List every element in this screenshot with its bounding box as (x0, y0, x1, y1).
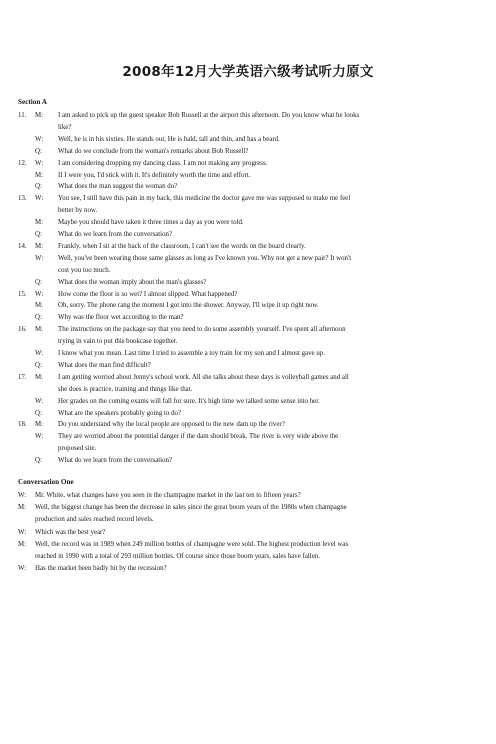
line-text: better by now. (58, 207, 98, 215)
speaker-label: W: (35, 433, 44, 441)
line-text: Why was the floor wet according to the man? (58, 314, 184, 322)
line-text: she does is practice, training and things like that. (58, 385, 193, 393)
speaker-label: M: (35, 421, 44, 429)
speaker-label: W: (35, 159, 44, 167)
line-text: Has the market been badly hit by the recession? (35, 565, 167, 573)
speaker-label: Q: (35, 361, 42, 369)
speaker-label: Q: (35, 278, 42, 286)
item-number: 14. (18, 242, 27, 250)
speaker-label: W: (35, 195, 44, 203)
speaker-label: M: (35, 112, 44, 119)
line-text: Which was the best year? (35, 528, 106, 536)
speaker-label: M: (35, 171, 44, 179)
line-text: If I were you, I'd stick with it. It's definitely worth the time and effort. (58, 171, 251, 179)
line-text: I am asked to pick up the guest speaker Bob Russell at the airport this afternoon. Do you know what he looks (58, 112, 360, 119)
speaker-label: M: (35, 219, 44, 227)
line-text: Well, you've been wearing those same glasses as long as I've known you. Why not get a new pair? It won't (58, 254, 352, 262)
speaker-label: W: (18, 565, 27, 573)
line-text: Well, the record was in 1989 when 249 million bottles of champagne were sold. The highest production level was (35, 540, 349, 548)
item-number: 18. (18, 421, 27, 429)
speaker-label: M: (35, 242, 44, 250)
line-text: Frankly, when I sit at the back of the classroom, I can't see the words on the board clearly. (58, 242, 306, 250)
item-number: 11. (18, 112, 27, 119)
line-text: Well, he is in his sixties. He stands out. He is bald, tall and thin, and has a beard. (58, 135, 280, 143)
speaker-label: W: (35, 350, 44, 357)
line-text: like? (58, 123, 72, 131)
speaker-label: Q: (35, 409, 42, 417)
line-text: reached in 1990 with a total of 293 million bottles. Of course since those boom years, sales have fallen. (35, 553, 320, 560)
line-text: Her grades on the coming exams will fall for sure. It's high time we talked some sense into her. (58, 397, 320, 405)
speaker-label: M: (18, 540, 27, 548)
line-text: I am getting worried about Jenny's school work. All she talks about these days is volleyball games and all (58, 373, 349, 381)
section-a-heading: Section A (18, 98, 47, 106)
item-number: 12. (18, 159, 27, 167)
line-text: What do we learn from the conversation? (58, 231, 173, 238)
speaker-label: W: (35, 135, 44, 143)
speaker-label: W: (18, 492, 27, 499)
line-text: What do we conclude from the woman's remarks about Bob Russell? (58, 147, 249, 155)
speaker-label: Q: (35, 457, 42, 465)
page-title: 2008年12月大学英语六级考试听力原文 (122, 64, 374, 80)
line-text: I am considering dropping my dancing class. I am not making any progress. (58, 159, 268, 167)
line-text: How come the floor is so wet? I almost slipped. What happened? (58, 290, 238, 298)
line-text: The instructions on the package say that you need to do some assembly yourself. I've spent all afternoon (58, 326, 346, 334)
speaker-label: Q: (35, 183, 42, 191)
line-text: trying in vain to put this bookcase together. (58, 338, 178, 346)
speaker-label: M: (35, 373, 44, 381)
line-text: What does the man find difficult? (58, 361, 151, 369)
speaker-label: M: (35, 326, 44, 334)
line-text: You see, I still have this pain in my back, this medicine the doctor gave me was supposed to make me feel (58, 195, 351, 203)
line-text: I know what you mean. Last time I tried to assemble a toy train for my son and I almost gave up. (58, 350, 325, 357)
line-text: Oh, sorry. The phone rang the moment I got into the shower. Anyway, I'll wipe it up right now. (58, 302, 319, 310)
line-text: production and sales reached record levels. (35, 516, 154, 524)
line-text: Well, the biggest change has been the decrease in sales since the great boom years of the 1980s when champagne (35, 504, 347, 512)
line-text: They are worried about the potential danger if the dam should break. The river is very wide above the (58, 433, 339, 441)
line-text: Mr. White, what changes have you seen in the champagne market in the last ten to fifteen years? (35, 492, 301, 499)
item-number: 16. (18, 326, 27, 334)
item-number: 17. (18, 373, 27, 381)
speaker-label: W: (35, 397, 44, 405)
line-text: What does the man suggest the woman do? (58, 183, 178, 191)
speaker-label: Q: (35, 314, 42, 322)
line-text: proposed site. (58, 445, 97, 453)
speaker-label: M: (35, 302, 44, 310)
speaker-label: W: (35, 254, 44, 262)
line-text: cost you too much. (58, 266, 111, 274)
line-text: What do we learn from the conversation? (58, 457, 173, 465)
item-number: 13. (18, 195, 27, 203)
speaker-label: Q: (35, 147, 42, 155)
item-number: 15. (18, 290, 27, 298)
line-text: Do you understand why the local people are opposed to the new dam up the river? (58, 421, 285, 429)
line-text: What does the woman imply about the man's glasses? (58, 278, 207, 286)
speaker-label: W: (18, 528, 27, 536)
speaker-label: M: (18, 504, 27, 512)
speaker-label: Q: (35, 231, 42, 238)
line-text: Maybe you should have taken it three times a day as you were told. (58, 219, 244, 227)
line-text: What are the speakers probably going to do? (58, 409, 182, 417)
speaker-label: W: (35, 290, 44, 298)
conversation-one-heading: Conversation One (18, 478, 74, 486)
